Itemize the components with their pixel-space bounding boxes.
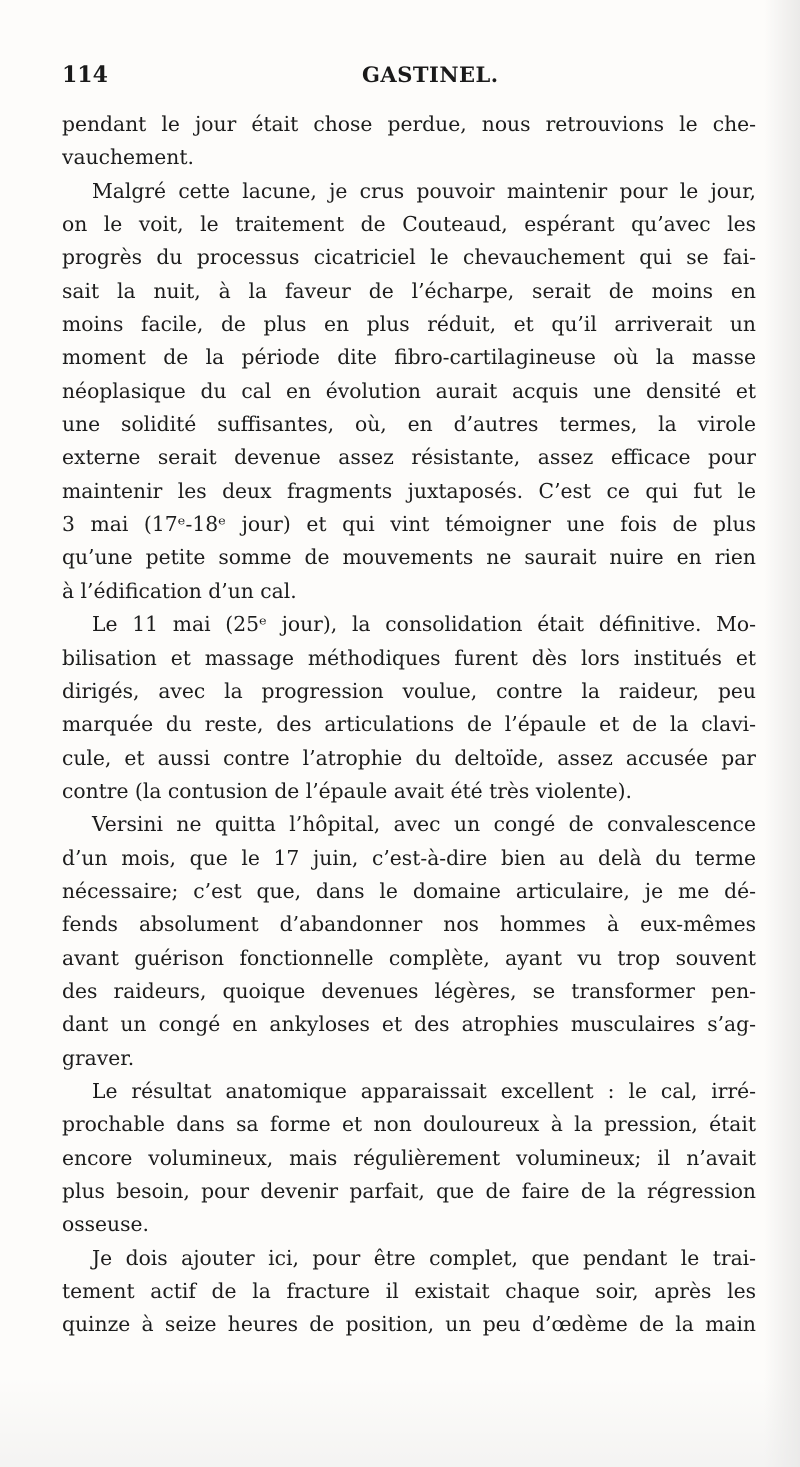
text-line: une solidité suffisantes, où, en d’autres termes, la virole: [62, 412, 756, 437]
text-line: graver.: [62, 1045, 135, 1070]
text-line: fends absolument d’abandonner nos hommes à eux-mêmes: [62, 912, 756, 937]
text-line: Versini ne quitta l’hôpital, avec un congé de convalescence: [92, 812, 756, 837]
text-line: nécessaire; c’est que, dans le domaine articulaire, je me dé-: [62, 878, 756, 903]
text-line: d’un mois, que le 17 juin, c’est-à-dire bien au delà du terme: [62, 845, 756, 870]
text-line: progrès du processus cicatriciel le chevauchement qui se fai-: [62, 245, 756, 270]
text-line: quinze à seize heures de position, un peu d’œdème de la main: [62, 1312, 756, 1337]
body-text: [62, 108, 756, 1342]
text-line: Le résultat anatomique apparaissait excellent : le cal, irré-: [92, 1078, 756, 1103]
text-line: dant un congé en ankyloses et des atrophies musculaires s’ag-: [62, 1012, 756, 1037]
text-line: maintenir les deux fragments juxtaposés. C’est ce qui fut le: [62, 478, 756, 503]
text-line: encore volumineux, mais régulièrement volumineux; il n’avait: [62, 1145, 756, 1170]
text-line: avant guérison fonctionnelle complète, ayant vu trop souvent: [62, 945, 756, 970]
text-line: 3 mai (17ᵉ-18ᵉ jour) et qui vint témoigner une fois de plus: [62, 512, 756, 537]
text-line: moment de la période dite fibro-cartilagineuse où la masse: [62, 345, 756, 370]
text-line: moins facile, de plus en plus réduit, et qu’il arriverait un: [62, 312, 756, 337]
text-line: dirigés, avec la progression voulue, contre la raideur, peu: [62, 678, 756, 703]
page-bottom-shade: [0, 1377, 800, 1467]
running-head: GASTINEL.: [362, 62, 499, 87]
text-line: sait la nuit, à la faveur de l’écharpe, serait de moins en: [62, 278, 756, 303]
text-line: externe serait devenue assez résistante, assez efficace pour: [62, 445, 756, 470]
text-line: tement actif de la fracture il existait chaque soir, après les: [62, 1279, 756, 1304]
text-line: à l’édification d’un cal.: [62, 578, 297, 603]
text-line: pendant le jour était chose perdue, nous retrouvions le che-: [62, 112, 756, 136]
text-line: des raideurs, quoique devenues légères, se transformer pen-: [62, 978, 756, 1003]
text-line: Malgré cette lacune, je crus pouvoir maintenir pour le jour,: [92, 178, 756, 203]
page-edge-shadow: [764, 0, 800, 1467]
text-line: on le voit, le traitement de Couteaud, espérant qu’avec les: [62, 212, 756, 237]
text-line: néoplasique du cal en évolution aurait acquis une densité et: [62, 378, 756, 403]
text-line: marquée du reste, des articulations de l’épaule et de la clavi-: [62, 712, 756, 737]
text-line: Le 11 mai (25ᵉ jour), la consolidation était définitive. Mo-: [92, 612, 756, 637]
text-line: prochable dans sa forme et non douloureux à la pression, était: [62, 1112, 756, 1137]
text-line: qu’une petite somme de mouvements ne saurait nuire en rien: [62, 545, 756, 570]
text-line: bilisation et massage méthodiques furent dès lors institués et: [62, 645, 756, 670]
page-header: [62, 62, 752, 96]
text-line: contre (la contusion de l’épaule avait été très violente).: [62, 778, 633, 803]
page-number: 114: [62, 62, 108, 88]
text-line: Je dois ajouter ici, pour être complet, que pendant le trai-: [92, 1245, 756, 1270]
text-line: osseuse.: [62, 1212, 149, 1237]
text-line: plus besoin, pour devenir parfait, que de faire de la régression: [62, 1179, 756, 1203]
text-line: vauchement.: [62, 145, 194, 170]
text-line: cule, et aussi contre l’atrophie du deltoïde, assez accusée par: [62, 745, 756, 770]
